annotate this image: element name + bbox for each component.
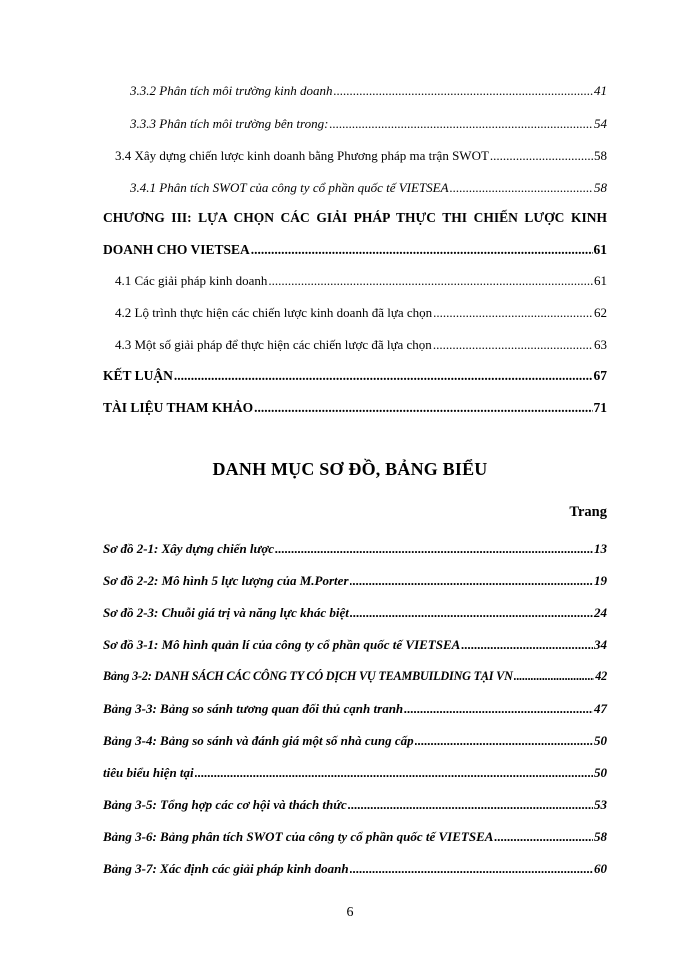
toc-entry-label: 3.3.3 Phân tích môi trường bên trong: — [130, 116, 329, 131]
leader-dots — [348, 797, 593, 813]
figure-entry-label: Bảng 3-5: Tổng hợp các cơ hội và thách thức — [103, 797, 347, 812]
figure-entry — [103, 701, 607, 717]
leader-dots — [195, 765, 593, 781]
figure-entry-label: Bảng 3-6: Bảng phân tích SWOT của công ty cổ phần quốc tế VIETSEA — [103, 829, 494, 844]
figure-entry — [103, 861, 607, 877]
figure-entry-page: 50 — [594, 733, 607, 748]
chapter-3-heading-cont — [103, 242, 607, 258]
toc-entry-4-3 — [115, 337, 607, 353]
figure-entry-page: 34 — [594, 637, 607, 652]
toc-entry-label: 4.3 Một số giải pháp để thực hiện các chiến lược đã lựa chọn — [115, 337, 432, 352]
toc-entry-label: DOANH CHO VIETSEA — [103, 242, 250, 257]
figure-entry — [103, 669, 607, 684]
toc-entry-4-2 — [115, 305, 607, 321]
figure-entry-page: 53 — [594, 797, 607, 812]
leader-dots — [334, 83, 593, 99]
figure-entry-label: Bảng 3-3: Bảng so sánh tương quan đối thủ cạnh tranh — [103, 701, 404, 716]
toc-entry-page: 58 — [594, 148, 607, 163]
figure-entry-page: 58 — [594, 829, 607, 844]
leader-dots — [514, 669, 594, 684]
leader-dots — [251, 242, 593, 258]
leader-dots — [433, 337, 593, 353]
leader-dots — [174, 368, 593, 384]
toc-references — [103, 400, 607, 416]
toc-entry-label: 3.4 Xây dựng chiến lược kinh doanh bằng Phương pháp ma trận SWOT — [115, 148, 489, 163]
leader-dots — [254, 400, 592, 416]
page-number: 6 — [346, 905, 354, 920]
toc-entry-page: 63 — [594, 337, 607, 352]
leader-dots — [350, 605, 593, 621]
figure-entry-label: Bảng 3-4: Bảng so sánh và đánh giá một số nhà cung cấp — [103, 733, 414, 748]
figure-entry-label: tiêu biểu hiện tại — [103, 765, 194, 780]
figure-entry-page: 42 — [595, 669, 607, 683]
leader-dots — [350, 861, 593, 877]
figure-entry — [103, 637, 607, 653]
figure-entry — [103, 541, 607, 557]
toc-conclusion — [103, 368, 607, 384]
figure-entry-page: 13 — [594, 541, 607, 556]
toc-entry-label: TÀI LIỆU THAM KHẢO — [103, 400, 254, 415]
toc-entry-page: 71 — [593, 400, 607, 415]
leader-dots — [275, 541, 593, 557]
toc-entry-label: 4.2 Lộ trình thực hiện các chiến lược kinh doanh đã lựa chọn — [115, 305, 433, 320]
figure-entry-label: Sơ đồ 2-1: Xây dựng chiến lược — [103, 541, 275, 556]
figure-entry-label: Bảng 3-7: Xác định các giải pháp kinh doanh — [103, 861, 349, 876]
figure-entry — [103, 733, 607, 749]
toc-entry-3-3-3 — [130, 116, 607, 132]
toc-entry-3-3-2 — [130, 83, 607, 99]
leader-dots — [415, 733, 593, 749]
figure-entry-label: Sơ đồ 3-1: Mô hình quản lí của công ty cổ phần quốc tế VIETSEA — [103, 637, 461, 652]
figure-entry-page: 19 — [594, 573, 607, 588]
leader-dots — [350, 573, 593, 589]
toc-entry-label: 4.1 Các giải pháp kinh doanh — [115, 273, 268, 288]
figure-entry-page: 50 — [594, 765, 607, 780]
toc-entry-page: 58 — [594, 180, 607, 195]
toc-entry-4-1 — [115, 273, 607, 289]
toc-entry-page: 62 — [594, 305, 607, 320]
toc-entry-label: 3.3.2 Phân tích môi trường kinh doanh — [130, 83, 333, 98]
figure-entry-page: 24 — [594, 605, 607, 620]
figure-entry-label: Sơ đồ 2-3: Chuỗi giá trị và năng lực khác biệt — [103, 605, 349, 620]
toc-entry-page: 61 — [594, 273, 607, 288]
toc-entry-label: KẾT LUẬN — [103, 368, 173, 383]
leader-dots — [490, 148, 593, 164]
leader-dots — [461, 637, 593, 653]
toc-entry-page: 61 — [593, 242, 607, 257]
toc-entry-3-4-1 — [130, 180, 607, 196]
toc-entry-page: 67 — [593, 368, 607, 383]
figure-entry — [103, 797, 607, 813]
toc-entry-3-4 — [115, 148, 607, 164]
leader-dots — [329, 116, 593, 132]
figure-entry-page: 47 — [594, 701, 607, 716]
leader-dots — [494, 829, 593, 845]
figure-entry — [103, 765, 607, 781]
chapter-3-heading: CHƯƠNG III: LỰA CHỌN CÁC GIẢI PHÁP THỰC THI CHIẾN LƯỢC KINH — [103, 210, 607, 225]
figure-entry — [103, 605, 607, 621]
figure-entry-label: Bảng 3-2: DANH SÁCH CÁC CÔNG TY CÓ DỊCH VỤ TEAMBUILDING TẠI VN — [103, 669, 513, 683]
figure-entry-page: 60 — [594, 861, 607, 876]
leader-dots — [404, 701, 593, 717]
leader-dots — [450, 180, 593, 196]
figure-entry — [103, 573, 607, 589]
page-column-header: Trang — [569, 504, 607, 520]
figure-entry — [103, 829, 607, 845]
toc-entry-page: 41 — [594, 83, 607, 98]
figure-entry-label: Sơ đồ 2-2: Mô hình 5 lực lượng của M.Porter — [103, 573, 349, 588]
toc-entry-page: 54 — [594, 116, 607, 131]
figures-list-title: DANH MỤC SƠ ĐỒ, BẢNG BIỂU — [212, 459, 488, 479]
toc-entry-label: 3.4.1 Phân tích SWOT của công ty cổ phần quốc tế VIETSEA — [130, 180, 449, 195]
leader-dots — [433, 305, 593, 321]
leader-dots — [268, 273, 593, 289]
